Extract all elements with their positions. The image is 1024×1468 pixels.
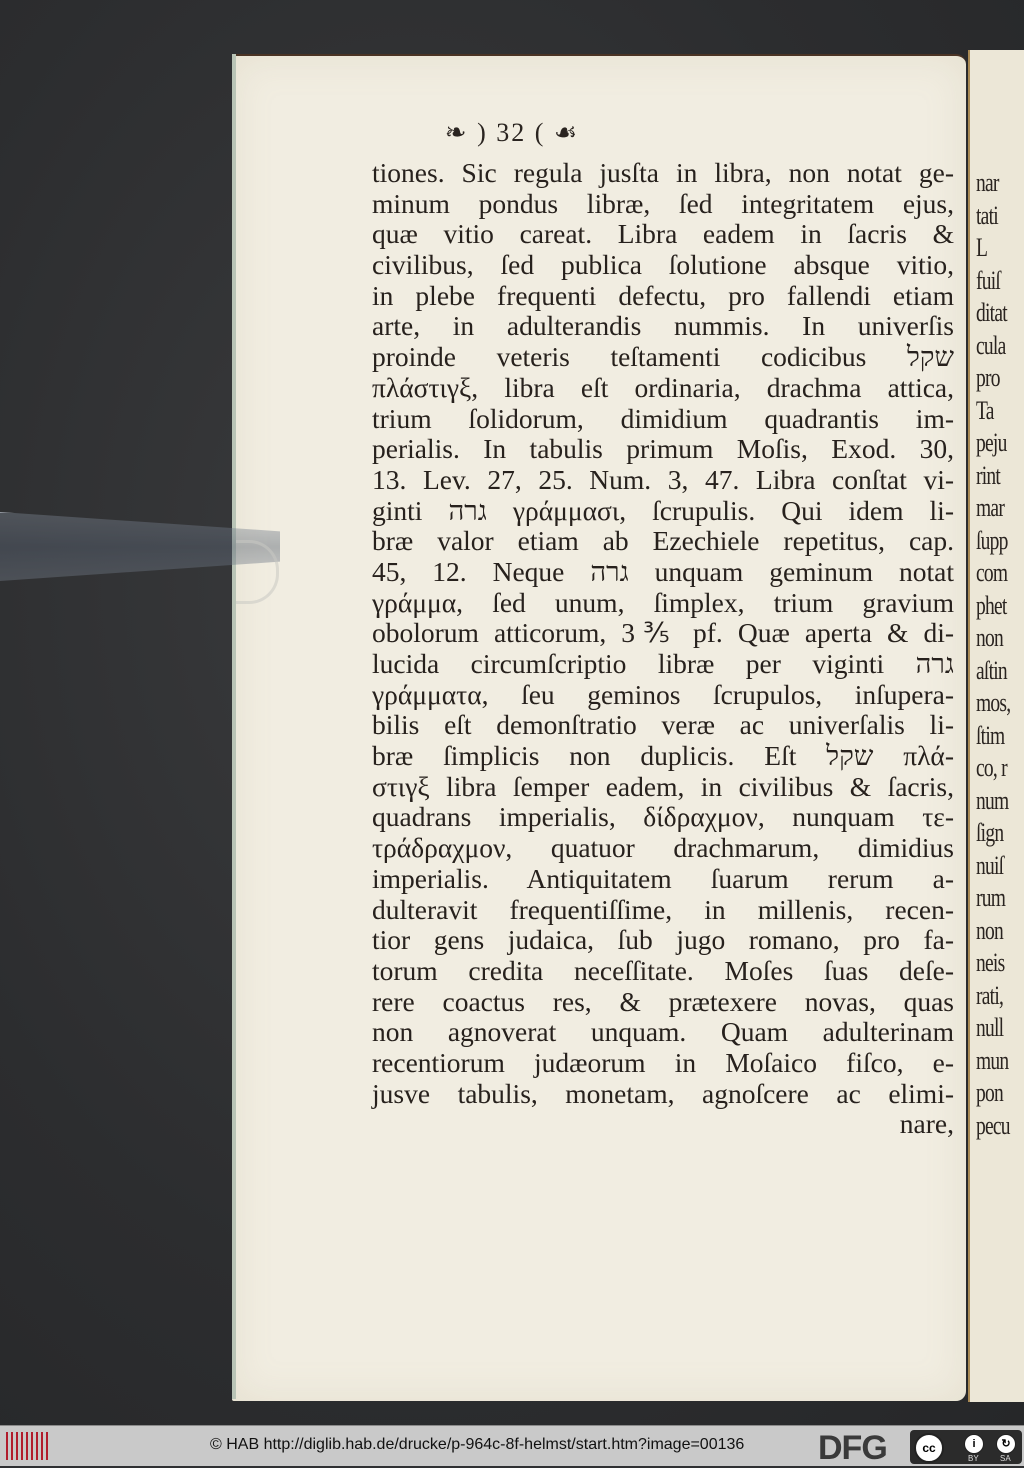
text-line: quæ vitio careat. Libra eadem in ſacris &	[372, 218, 954, 250]
dfg-logo[interactable]: DFG	[818, 1429, 887, 1467]
text-line: 45, 12. Neque גרה unquam geminum notat	[372, 555, 954, 587]
adjacent-page-fragment: rint	[976, 460, 1001, 490]
text-line: minum pondus libræ, ſed integritatem ejus,	[372, 187, 954, 219]
adjacent-page-fragment: non	[976, 915, 1003, 945]
adjacent-page-fragment: rum	[976, 883, 1006, 912]
text-line: 13. Lev. 27, 25. Num. 3, 47. Libra conſtat vi-	[372, 463, 954, 495]
page-header: ❧ ) 32 ( ☙	[444, 118, 580, 147]
text-line: jusve tabulis, monetam, agnoſcere ac elimi-	[372, 1077, 954, 1109]
text-line: dulteravit frequentiſſime, in millenis, recen-	[372, 893, 954, 925]
adjacent-page-fragment: com	[976, 558, 1008, 587]
footer-bar	[0, 1425, 1024, 1466]
adjacent-page-fragment: ſign	[976, 818, 1004, 847]
adjacent-page-fragment: tati	[976, 200, 998, 230]
attribution-icon: i	[964, 1434, 984, 1454]
adjacent-page-fragment: pro	[976, 363, 1000, 392]
text-line: bræ ſimplicis non duplicis. Eſt שקל πλά-	[372, 740, 954, 772]
text-line: τράδραχμον, quatuor drachmarum, dimidius	[372, 832, 954, 864]
adjacent-page-fragment: non	[976, 623, 1003, 652]
adjacent-page-fragment: peju	[976, 428, 1007, 457]
adjacent-page-fragment: mun	[976, 1045, 1009, 1075]
text-line: torum credita neceſſitate. Moſes ſuas deſe-	[372, 954, 954, 986]
text-line: ginti גרה γράμμασι, ſcrupulis. Qui idem li-	[372, 494, 954, 526]
adjacent-page-fragment: nuiſ	[976, 850, 1004, 880]
text-line: tior gens judaica, ſub jugo romano, pro fa-	[372, 924, 954, 956]
adjacent-page-fragment: ditat	[976, 298, 1007, 327]
text-line: lucida circumſcriptio libræ per viginti גרה	[372, 648, 954, 679]
text-line: rere coactus res, & prætexere novas, quas	[372, 985, 954, 1017]
adjacent-page-fragment: Ta	[976, 395, 994, 425]
copyright-url[interactable]: © HAB http://diglib.hab.de/drucke/p-964c-8f-helmst/start.htm?image=00136	[210, 1436, 745, 1453]
adjacent-page-fragment: rati,	[976, 980, 1004, 1010]
text-line: in plebe frequenti defectu, pro fallendi etiam	[372, 279, 954, 311]
text-line: perialis. In tabulis primum Moſis, Exod. 30,	[372, 433, 954, 465]
text-line: obolorum atticorum, 3⅗ pf. Quæ aperta & di-	[372, 617, 954, 649]
text-line: recentiorum judæorum in Moſaico fiſco, e-	[372, 1046, 954, 1078]
text-line: proinde veteris teſtamenti codicibus שקל	[372, 341, 954, 373]
share-alike-icon: ↻	[996, 1434, 1016, 1454]
text-line: πλάστιγξ, libra eſt ordinaria, drachma attica,	[372, 371, 954, 403]
adjacent-page-fragment: aſtin	[976, 655, 1007, 685]
text-line: trium ſolidorum, dimidium quadrantis im-	[372, 402, 954, 434]
adjacent-page-fragment: null	[976, 1013, 1004, 1042]
text-line: nare,	[899, 1108, 954, 1140]
text-line: bilis eſt demonſtratio veræ ac univerſalis li-	[372, 709, 954, 741]
text-line: στιγξ libra ſemper eadem, in civilibus & ſacris,	[372, 770, 954, 802]
adjacent-page-fragment: phet	[976, 590, 1007, 620]
adjacent-page-fragment: nar	[976, 168, 999, 197]
adjacent-page-fragment: neis	[976, 948, 1005, 977]
adjacent-page-fragment: pecu	[976, 1110, 1010, 1140]
adjacent-page-fragment: mos,	[976, 688, 1011, 717]
text-line: arte, in adulterandis nummis. In univerſis	[372, 310, 954, 342]
adjacent-page-fragment: co, r	[976, 753, 1007, 782]
adjacent-page-fragment: L	[976, 233, 988, 262]
text-line: civilibus, ſed publica ſolutione absque vitio,	[372, 249, 954, 281]
text-line: imperialis. Antiquitatem ſuarum rerum a-	[372, 862, 954, 894]
adjacent-page-fragment: fuiſ	[976, 265, 1001, 295]
adjacent-page-fragment: mar	[976, 493, 1005, 522]
adjacent-page-fragment: ſupp	[976, 525, 1008, 555]
hab-logo-icon[interactable]	[6, 1432, 48, 1460]
text-line: non agnoverat unquam. Quam adulterinam	[372, 1016, 954, 1048]
page-body-text	[372, 158, 954, 1140]
text-line: quadrans imperialis, δίδραχμον, nunquam τε-	[372, 801, 954, 833]
text-line: γράμματα, ſeu geminos ſcrupulos, inſupera-	[372, 678, 954, 710]
cc-icon: cc	[914, 1433, 944, 1463]
by-label: BY	[968, 1454, 979, 1463]
cc-license-badge[interactable]	[910, 1430, 1022, 1464]
adjacent-page-fragment: num	[976, 785, 1009, 815]
adjacent-page-edge	[968, 50, 1024, 1402]
sa-label: SA	[1000, 1454, 1011, 1463]
text-line: bræ valor etiam ab Ezechiele repetitus, cap.	[372, 525, 954, 557]
page-edge	[232, 54, 236, 1399]
adjacent-page-fragment: cula	[976, 330, 1006, 360]
adjacent-page-fragment: ſtim	[976, 720, 1005, 750]
adjacent-page-fragment: pon	[976, 1078, 1003, 1107]
text-line: γράμμα, ſed unum, ſimplex, trium gravium	[372, 586, 954, 618]
text-line: tiones. Sic regula jusſta in libra, non notat ge-	[372, 157, 954, 188]
